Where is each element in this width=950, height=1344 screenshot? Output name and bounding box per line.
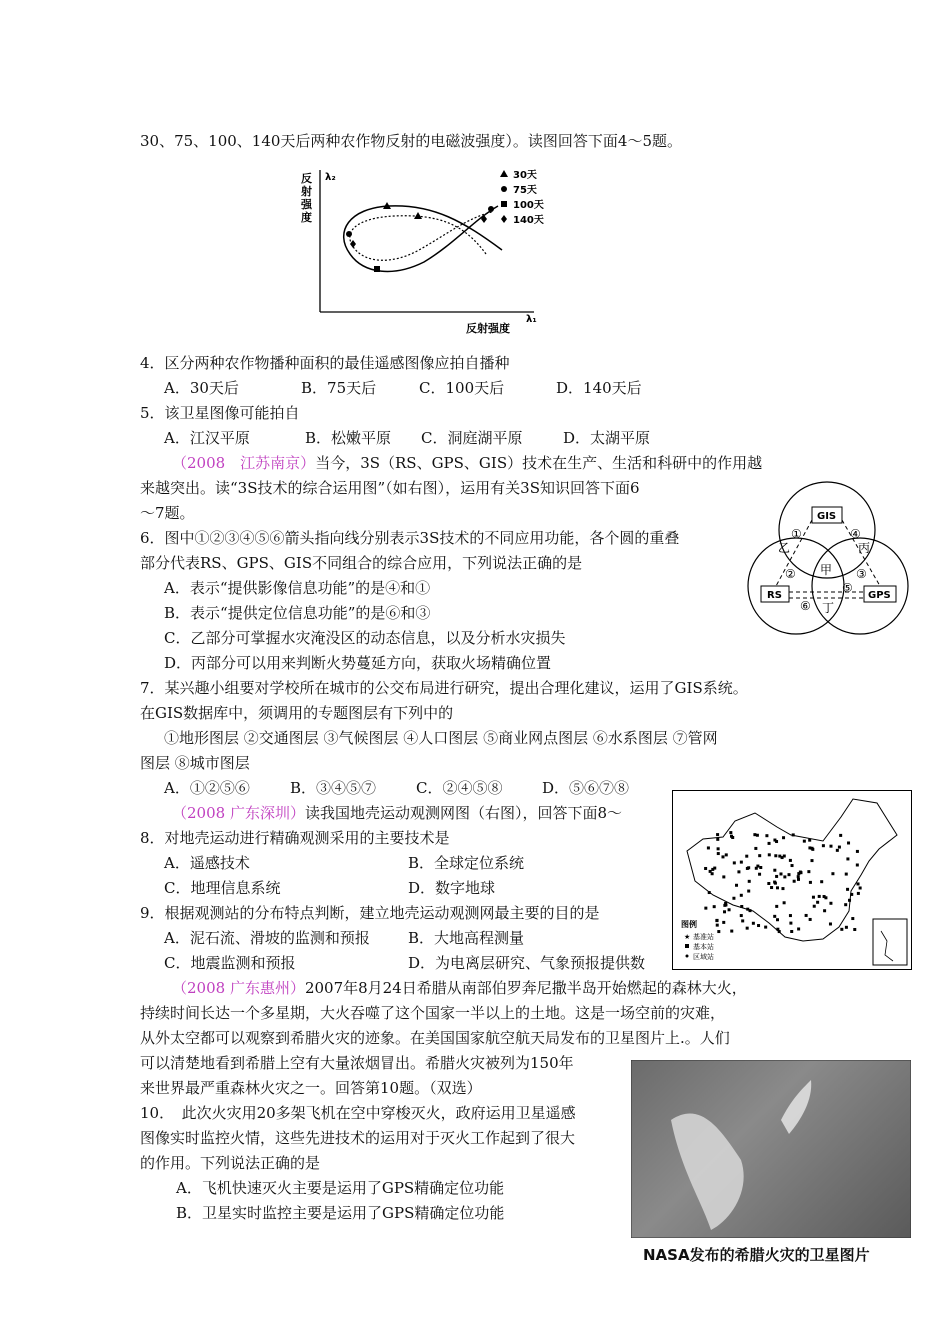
reflection-figure <box>294 162 570 340</box>
q7-line3: ①地形图层 ②交通图层 ③气候图层 ④人口图层 ⑤商业网点图层 ⑥水系图层 ⑦管网 <box>164 729 718 747</box>
q9-opt-b[interactable]: B．大地高程测量 <box>408 929 525 947</box>
sec4-line2: 持续时间长达一个多星期，大火吞噬了这个国家一半以上的土地。这是一场空前的灾难， <box>140 1004 726 1022</box>
q4-options <box>164 377 642 399</box>
station-marker <box>704 867 707 870</box>
q6-line2: 部分代表RS、GPS、GIS不同组合的综合应用，下列说法正确的是 <box>140 554 583 572</box>
station-marker <box>809 918 812 921</box>
q9-stem: 9．根据观测站的分布特点判断，建立地壳运动观测网最主要的目的是 <box>140 904 600 922</box>
label-2: ② <box>785 567 796 581</box>
station-marker <box>716 833 719 836</box>
station-marker <box>735 884 738 887</box>
station-marker <box>776 918 779 921</box>
q8-opt-b[interactable]: B．全球定位系统 <box>408 854 525 872</box>
station-marker <box>773 915 776 918</box>
satellite-caption: NASA发布的希腊火灾的卫星图片 <box>643 1246 870 1264</box>
station-marker <box>711 868 714 871</box>
label-5: ⑤ <box>842 581 853 595</box>
station-marker <box>717 847 720 850</box>
station-marker <box>840 928 843 931</box>
station-marker <box>807 870 810 873</box>
x-axis-label: 反射强度 <box>466 322 510 335</box>
station-marker <box>756 865 759 868</box>
station-marker <box>756 834 759 837</box>
station-marker <box>846 888 849 891</box>
q9-opt-c[interactable]: C．地震监测和预报 <box>164 954 296 972</box>
legend-reference-station: 基准站 <box>693 933 714 941</box>
legend-regional-station: 区域站 <box>693 953 714 961</box>
station-marker <box>822 844 825 847</box>
station-marker <box>823 909 826 912</box>
station-marker <box>781 887 784 890</box>
q8-options-row1 <box>164 852 524 874</box>
station-marker <box>746 927 749 930</box>
station-marker <box>740 905 743 908</box>
station-marker <box>846 857 849 860</box>
station-marker <box>732 897 735 900</box>
label-jia: 甲 <box>820 563 833 577</box>
station-marker <box>811 848 814 851</box>
station-marker <box>716 924 719 927</box>
sec4-source: （2008 广东惠州） <box>172 979 305 997</box>
station-marker <box>823 895 826 898</box>
station-marker <box>773 881 776 884</box>
station-marker <box>747 866 750 869</box>
station-marker <box>704 907 707 910</box>
q7-opt-d[interactable]: D．⑤⑥⑦⑧ <box>542 779 630 797</box>
station-marker <box>783 875 786 878</box>
station-marker <box>805 914 808 917</box>
q4-opt-d[interactable]: D．140天后 <box>556 379 642 397</box>
station-marker <box>747 890 750 893</box>
station-marker <box>829 845 832 848</box>
station-marker <box>859 886 862 889</box>
station-marker <box>789 859 792 862</box>
station-marker <box>708 891 711 894</box>
q7-opt-b[interactable]: B．③④⑤⑦ <box>290 779 377 797</box>
station-marker <box>717 930 720 933</box>
station-marker <box>716 838 719 841</box>
station-marker <box>803 840 806 843</box>
station-marker <box>791 864 794 867</box>
q10-opt-a[interactable]: A．飞机快速灭火主要是运用了GPS精确定位功能 <box>176 1179 505 1197</box>
y-symbol: λ₂ <box>325 172 336 183</box>
legend-140: 140天 <box>513 215 544 226</box>
station-marker <box>808 839 811 842</box>
q8-opt-a[interactable]: A．遥感技术 <box>164 854 250 872</box>
q4-opt-c[interactable]: C．100天后 <box>419 379 505 397</box>
station-marker <box>722 875 725 878</box>
label-ding: 丁 <box>822 601 835 615</box>
sec4-line4: 可以清楚地看到希腊上空有大量浓烟冒出。希腊火灾被列为150年 <box>140 1054 574 1072</box>
station-marker <box>781 856 784 859</box>
station-marker <box>848 899 851 902</box>
station-marker <box>857 892 860 895</box>
station-marker <box>717 852 720 855</box>
station-marker <box>782 836 785 839</box>
station-marker <box>768 842 771 845</box>
station-marker <box>810 859 813 862</box>
q5-opt-a[interactable]: A．江汉平原 <box>164 429 250 447</box>
station-marker <box>729 831 732 834</box>
label-1: ① <box>791 527 802 541</box>
station-marker <box>779 872 782 875</box>
3s-diagram <box>744 478 916 640</box>
station-marker <box>790 930 793 933</box>
sec2-line3: ～7题。 <box>140 504 195 522</box>
q9-options-row2 <box>164 952 645 974</box>
station-marker <box>722 921 725 924</box>
q4-opt-b[interactable]: B．75天后 <box>301 379 377 397</box>
q9-options-row1 <box>164 927 524 949</box>
station-marker <box>758 873 761 876</box>
legend-100: 100天 <box>513 200 544 211</box>
station-marker <box>746 908 749 911</box>
station-marker <box>845 873 848 876</box>
station-marker <box>857 882 860 885</box>
station-marker <box>793 880 796 883</box>
station-marker <box>812 896 815 899</box>
satellite-image <box>631 1060 911 1238</box>
label-3: ③ <box>856 567 867 581</box>
sec2-line1: （2008 江苏南京）当今，3S（RS、GPS、GIS）技术在生产、生活和科研中的作用越 <box>172 454 763 472</box>
q8-stem: 8．对地壳运动进行精确观测采用的主要技术是 <box>140 829 450 847</box>
sec4-line1: （2008 广东惠州）2007年8月24日希腊从南部伯罗奔尼撒半岛开始燃起的森林大火， <box>172 979 747 997</box>
station-marker <box>851 917 854 920</box>
station-marker <box>752 922 755 925</box>
station-marker <box>778 930 781 933</box>
station-marker <box>737 870 740 873</box>
sec3-source: （2008 广东深圳） <box>172 804 305 822</box>
station-marker <box>856 850 859 853</box>
station-marker <box>730 930 733 933</box>
q10-opt-b[interactable]: B．卫星实时监控主要是运用了GPS精确定位功能 <box>176 1204 505 1222</box>
q5-stem: 5．该卫星图像可能拍自 <box>140 404 300 422</box>
station-marker <box>838 846 841 849</box>
station-marker <box>797 875 800 878</box>
station-marker <box>740 914 743 917</box>
station-marker <box>715 919 718 922</box>
station-marker <box>818 895 821 898</box>
station-marker <box>788 873 791 876</box>
q9-opt-d[interactable]: D．为电离层研究、气象预报提供数 <box>408 954 646 972</box>
sec2-line2: 来越突出。读“3S技术的综合运用图”（如右图），运用有关3S知识回答下面6 <box>140 479 640 497</box>
sec4-line3: 从外太空都可以观察到希腊火灾的迹象。在美国国家航空航天局发布的卫星图片上.。人们 <box>140 1029 730 1047</box>
q5-opt-d[interactable]: D．太湖平原 <box>563 429 651 447</box>
station-marker <box>754 847 757 850</box>
station-marker <box>721 855 724 858</box>
station-marker <box>829 922 832 925</box>
q9-opt-a[interactable]: A．泥石流、滑坡的监测和预报 <box>164 929 370 947</box>
station-marker <box>774 854 777 857</box>
station-marker <box>767 882 770 885</box>
y-axis-label: 反射强度 <box>301 172 312 224</box>
sec4-line5: 来世界最严重森林火灾之一。回答第10题。（双选） <box>140 1079 482 1097</box>
station-marker <box>765 834 768 837</box>
station-marker <box>776 886 779 889</box>
station-marker <box>839 834 842 837</box>
q7-options <box>164 777 629 799</box>
station-marker <box>820 880 823 883</box>
station-marker <box>792 833 795 836</box>
station-marker <box>797 927 800 930</box>
station-marker <box>847 841 850 844</box>
label-bing: 丙 <box>858 541 871 555</box>
q7-opt-c[interactable]: C．②④⑤⑧ <box>416 779 503 797</box>
q4-stem: 4．区分两种农作物播种面积的最佳遥感图像应拍自播种 <box>140 354 510 372</box>
station-marker <box>845 926 848 929</box>
station-marker <box>745 855 748 858</box>
rs-box: RS <box>767 590 782 601</box>
gis-box: GIS <box>817 511 837 522</box>
station-marker <box>740 861 743 864</box>
station-marker <box>799 871 802 874</box>
svg-text:★: ★ <box>684 933 691 941</box>
q8-options-row2 <box>164 877 495 899</box>
station-marker <box>853 928 856 931</box>
station-marker <box>764 926 767 929</box>
sec2-source: （2008 江苏南京） <box>172 454 316 472</box>
q5-opt-b[interactable]: B．松嫩平原 <box>305 429 392 447</box>
station-marker <box>813 905 816 908</box>
q5-opt-c[interactable]: C．洞庭湖平原 <box>421 429 523 447</box>
q6-opt-b[interactable]: B．表示“提供定位信息功能”的是⑥和③ <box>164 604 431 622</box>
station-marker <box>725 853 728 856</box>
legend-basic-station: 基本站 <box>693 943 714 951</box>
station-marker <box>775 875 778 878</box>
station-marker <box>770 886 773 889</box>
label-6: ⑥ <box>800 599 811 613</box>
station-marker <box>844 903 847 906</box>
q7-line4: 图层 ⑧城市图层 <box>140 754 250 772</box>
station-marker <box>850 893 853 896</box>
station-marker <box>829 902 832 905</box>
legend-30: 30天 <box>513 170 537 181</box>
q7-line2: 在GIS数据库中，须调用的专题图层有下列中的 <box>140 704 454 722</box>
q6-opt-d[interactable]: D．丙部分可以用来判断火势蔓延方向，获取火场精确位置 <box>164 654 552 672</box>
q7-opt-a[interactable]: A．①②⑤⑥ <box>164 779 250 797</box>
q6-line1: 6．图中①②③④⑤⑥箭头指向线分别表示3S技术的不同应用功能，各个圆的重叠 <box>140 529 680 547</box>
label-4: ④ <box>850 527 861 541</box>
q10-line1: 10． 此次火灾用20多架飞机在空中穿梭灭火，政府运用卫星遥感 <box>140 1104 576 1122</box>
gps-box: GPS <box>868 590 891 601</box>
q10-line2: 图像实时监控火情，这些先进技术的运用对于灭火工作起到了很大 <box>140 1129 576 1147</box>
q6-opt-a[interactable]: A．表示“提供影像信息功能”的是④和① <box>164 579 431 597</box>
x-symbol: λ₁ <box>526 314 537 325</box>
station-marker <box>733 861 736 864</box>
station-marker <box>723 910 726 913</box>
station-marker <box>707 846 710 849</box>
station-marker <box>808 846 811 849</box>
china-map-figure <box>672 790 912 970</box>
station-marker <box>757 924 760 927</box>
station-marker <box>724 902 727 905</box>
station-marker <box>809 881 812 884</box>
sec3-line1: （2008 广东深圳）读我国地壳运动观测网图（右图），回答下面8～ <box>172 804 622 822</box>
station-marker <box>789 922 792 925</box>
station-marker <box>759 866 762 869</box>
station-marker <box>789 914 792 917</box>
q4-opt-a[interactable]: A．30天后 <box>164 379 239 397</box>
station-marker <box>836 849 839 852</box>
q7-line1: 7．某兴趣小组要对学校所在城市的公交布局进行研究，提出合理化建议，运用了GIS系统。 <box>140 679 748 697</box>
legend-75: 75天 <box>513 185 537 196</box>
intro-line: 30、75、100、140天后两种农作物反射的电磁波强度）。读图回答下面4～5题。 <box>140 132 683 150</box>
station-marker <box>740 894 743 897</box>
station-marker <box>797 878 800 881</box>
station-marker <box>730 835 733 838</box>
station-marker <box>741 919 744 922</box>
station-marker <box>831 872 834 875</box>
station-marker <box>775 905 778 908</box>
q8-opt-c[interactable]: C．地理信息系统 <box>164 879 281 897</box>
q10-line3: 的作用。下列说法正确的是 <box>140 1154 321 1172</box>
q6-opt-c[interactable]: C．乙部分可掌握水灾淹没区的动态信息，以及分析水灾损失 <box>164 629 566 647</box>
station-marker <box>816 901 819 904</box>
station-marker <box>783 901 786 904</box>
q5-options <box>164 427 650 449</box>
station-marker <box>758 854 761 857</box>
label-yi: 乙 <box>778 541 791 555</box>
station-marker <box>773 839 776 842</box>
q8-opt-d[interactable]: D．数字地球 <box>408 879 496 897</box>
station-marker <box>728 908 731 911</box>
station-marker <box>709 870 712 873</box>
station-marker <box>713 905 716 908</box>
station-marker <box>768 853 771 856</box>
station-marker <box>856 863 859 866</box>
station-marker <box>773 869 776 872</box>
station-marker <box>748 880 751 883</box>
map-legend-title: 图例 <box>681 920 697 929</box>
